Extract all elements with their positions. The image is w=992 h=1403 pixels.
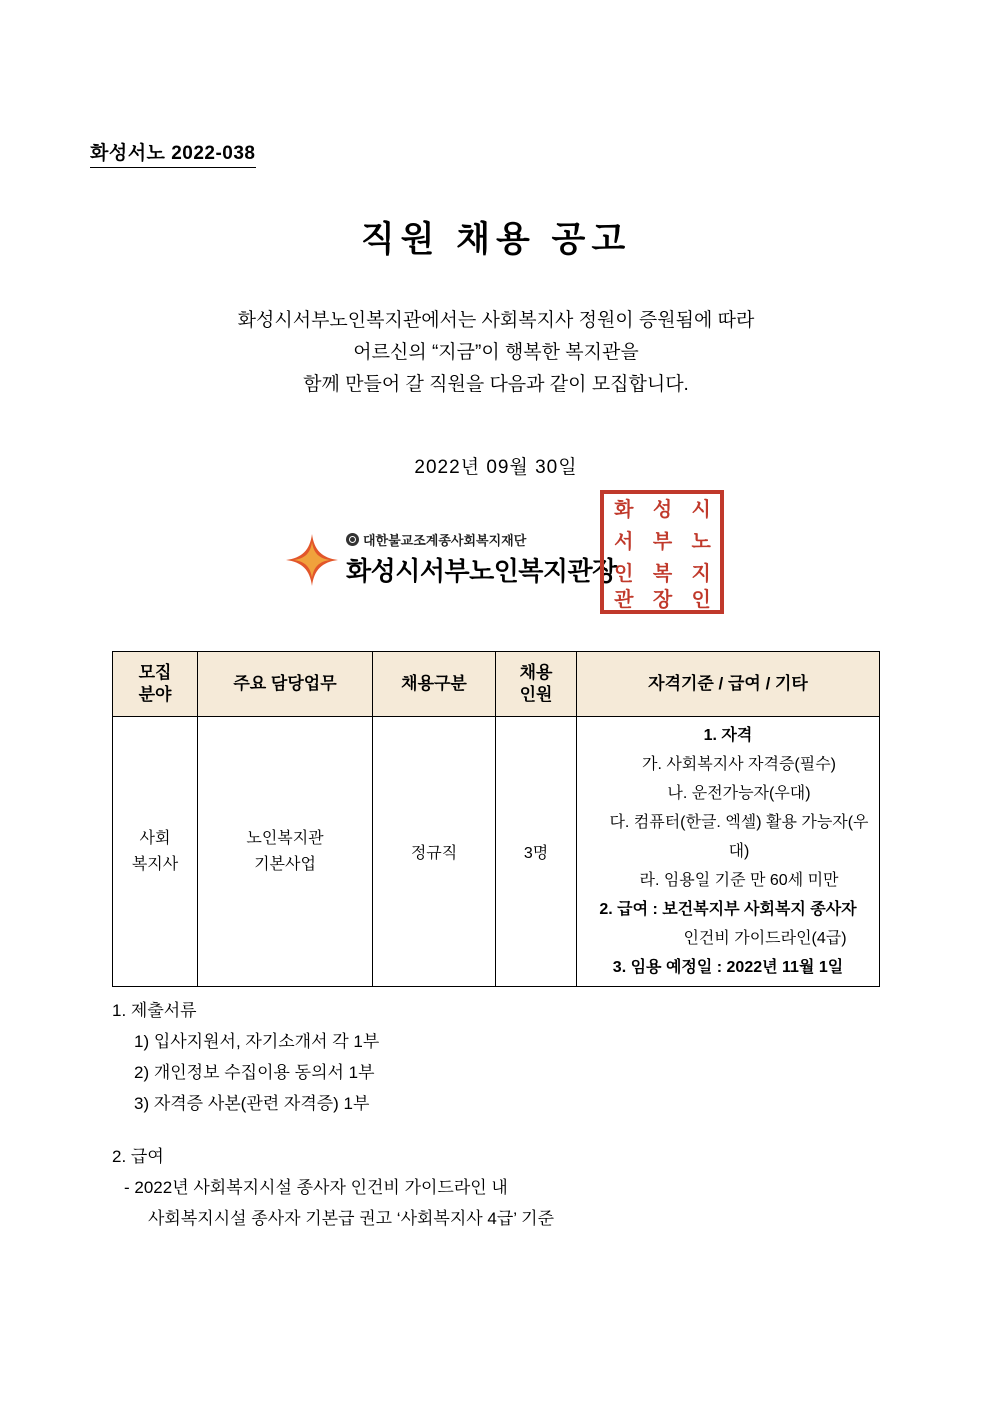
header-field-line1: 모집 bbox=[138, 663, 172, 682]
qualification-line: 인건비 가이드라인(4급) bbox=[683, 930, 847, 947]
seal-char: 시 bbox=[691, 499, 710, 521]
seal-char: 인 bbox=[691, 589, 710, 611]
document-number: 화성서노 2022-038 bbox=[90, 138, 256, 168]
seal-char: 인 bbox=[614, 563, 633, 585]
qualification-line: 2. 급여 : 보건복지부 사회복지 종사자 bbox=[599, 901, 857, 918]
seal-char: 성 bbox=[652, 499, 672, 521]
section-item: 3) 자격증 사본(관련 자격증) 1부 bbox=[134, 1094, 370, 1113]
qualification-line: 1. 자격 bbox=[703, 727, 753, 744]
qualification-line: 다. 컴퓨터(한글. 엑셀) 활용 가능자(우대) bbox=[609, 814, 869, 860]
cell-field-line2: 복지사 bbox=[131, 855, 179, 873]
intro-line-1: 화성시서부노인복지관에서는 사회복지사 정원이 증원됨에 따라 bbox=[237, 310, 755, 331]
cell-duty bbox=[198, 717, 373, 987]
intro-line-3: 함께 만들어 갈 직원을 다음과 같이 모집합니다. bbox=[303, 374, 689, 395]
seal-char: 장 bbox=[652, 589, 672, 611]
header-qualification: 자격기준 / 급여 / 기타 bbox=[577, 652, 880, 717]
official-seal-icon bbox=[600, 490, 724, 614]
header-type: 채용구분 bbox=[373, 652, 496, 717]
header-field bbox=[113, 652, 198, 717]
star-logo-icon bbox=[284, 532, 340, 588]
organization-name: 화성시서부노인복지관장 bbox=[346, 556, 617, 586]
seal-char: 서 bbox=[614, 531, 633, 553]
section-documents bbox=[112, 995, 902, 1119]
seal-char: 관 bbox=[614, 589, 633, 611]
foundation-mark-icon bbox=[346, 533, 359, 546]
section-item: 사회복지시설 종사자 기본급 권고 ‘사회복지사 4급’ 기준 bbox=[148, 1209, 554, 1228]
cell-qualification bbox=[577, 717, 880, 987]
seal-char: 지 bbox=[691, 563, 710, 585]
cell-duty-line2: 기본사업 bbox=[254, 855, 316, 873]
seal-char: 부 bbox=[652, 531, 672, 553]
seal-char: 노 bbox=[691, 531, 710, 553]
table-row bbox=[113, 717, 880, 987]
header-duty: 주요 담당업무 bbox=[198, 652, 373, 717]
qualification-line: 3. 임용 예정일 : 2022년 11월 1일 bbox=[612, 959, 844, 976]
foundation-name: 대한불교조계종사회복지재단 bbox=[363, 533, 527, 548]
foundation-name-row bbox=[346, 530, 617, 549]
qualification-line: 가. 사회복지사 자격증(필수) bbox=[641, 756, 836, 773]
signature-block bbox=[0, 490, 992, 620]
notice-sections bbox=[112, 995, 902, 1256]
table-header-row bbox=[113, 652, 880, 717]
seal-char: 화 bbox=[614, 499, 633, 521]
qualification-line: 라. 임용일 기준 만 60세 미만 bbox=[639, 872, 839, 889]
organization-text bbox=[346, 530, 617, 588]
header-count bbox=[496, 652, 577, 717]
section-item: 1) 입사지원서, 자기소개서 각 1부 bbox=[134, 1032, 380, 1051]
section-title: 1. 제출서류 bbox=[112, 1001, 197, 1020]
recruitment-table bbox=[112, 651, 880, 987]
section-item: - 2022년 사회복지시설 종사자 인건비 가이드라인 내 bbox=[124, 1178, 508, 1197]
header-count-line1: 채용 bbox=[519, 663, 553, 682]
intro-paragraph bbox=[0, 305, 992, 401]
seal-char: 복 bbox=[652, 563, 672, 585]
intro-line-2: 어르신의 “지금”이 행복한 복지관을 bbox=[353, 342, 639, 363]
header-count-line2: 인원 bbox=[519, 685, 553, 704]
section-title: 2. 급여 bbox=[112, 1147, 164, 1166]
cell-count: 3명 bbox=[496, 717, 577, 987]
recruitment-table-wrapper bbox=[112, 651, 880, 987]
section-item: 2) 개인정보 수집이용 동의서 1부 bbox=[134, 1063, 375, 1082]
page-title: 직원 채용 공고 bbox=[360, 220, 632, 259]
cell-field-line1: 사회 bbox=[139, 829, 171, 847]
issue-date: 2022년 09월 30일 bbox=[414, 457, 578, 478]
header-field-line2: 분야 bbox=[138, 685, 172, 704]
section-salary bbox=[112, 1141, 902, 1234]
cell-duty-line1: 노인복지관 bbox=[246, 829, 324, 847]
cell-type: 정규직 bbox=[373, 717, 496, 987]
cell-field bbox=[113, 717, 198, 987]
qualification-line: 나. 운전가능자(우대) bbox=[667, 785, 811, 802]
